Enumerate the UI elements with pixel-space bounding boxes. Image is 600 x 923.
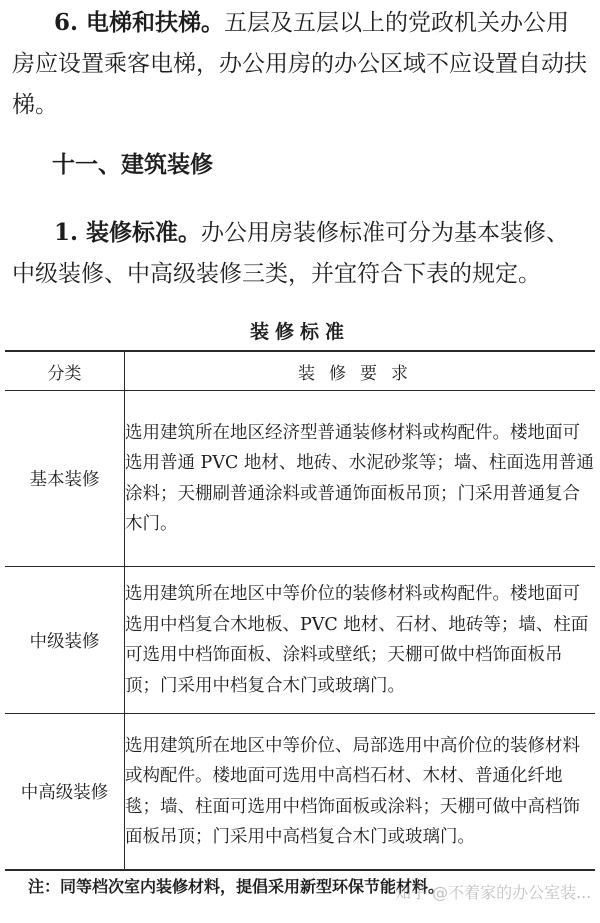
paragraph-decoration-standard	[12, 212, 592, 295]
paragraph-lead: 6. 电梯和扶梯。	[54, 9, 225, 36]
decoration-standard-table	[5, 350, 595, 871]
header-category: 分类	[5, 351, 125, 391]
row-requirement: 选用建筑所在地区经济型普通装修材料或构配件。楼地面可选用普通 PVC 地材、地砖、水泥砂浆等；墙、柱面选用普通涂料；天棚刷普通涂料或普通饰面板吊顶；门采用普通复合木门。	[125, 391, 596, 567]
paragraph-text: 办公用房装修标准可分为基本装修、中级装修、中高级装修三类，并宜符合下表的规定。	[12, 220, 570, 287]
header-requirement: 装修要求	[125, 351, 596, 391]
table-header-row	[5, 351, 595, 391]
section-heading: 十一、建筑装修	[52, 151, 213, 178]
table-row	[5, 567, 595, 714]
row-requirement: 选用建筑所在地区中等价位的装修材料或构配件。楼地面可选用中档复合木地板、PVC 地材、石材、地砖等；墙、柱面可选用中档饰面板、涂料或壁纸；天棚可做中档饰面板吊顶；门采用中档复合木门或玻璃门。	[125, 567, 596, 714]
row-requirement: 选用建筑所在地区中等价位、局部选用中高价位的装修材料或构配件。楼地面可选用中高档石材、木材、普通化纤地毯；墙、柱面可选用中档饰面板或涂料；天棚可做中高档饰面板吊顶；门采用中高档复合木门或玻璃门。	[125, 714, 596, 871]
paragraph-text: 五层及五层以上的党政机关办公用房应设置乘客电梯，办公用房的办公区域不应设置自动扶梯。	[12, 10, 587, 118]
table-note: 注：同等档次室内装修材料，提倡采用新型环保节能材料。	[28, 877, 445, 896]
watermark: 知乎 @不着家的办公室装...	[395, 883, 592, 902]
row-category: 中级装修	[5, 567, 125, 714]
paragraph-elevator	[12, 2, 592, 126]
table-row	[5, 391, 595, 567]
paragraph-lead: 1. 装修标准。	[54, 219, 202, 246]
table-title: 装修标准	[249, 321, 350, 343]
table-row	[5, 714, 595, 871]
row-category: 中高级装修	[5, 714, 125, 871]
row-category: 基本装修	[5, 391, 125, 567]
